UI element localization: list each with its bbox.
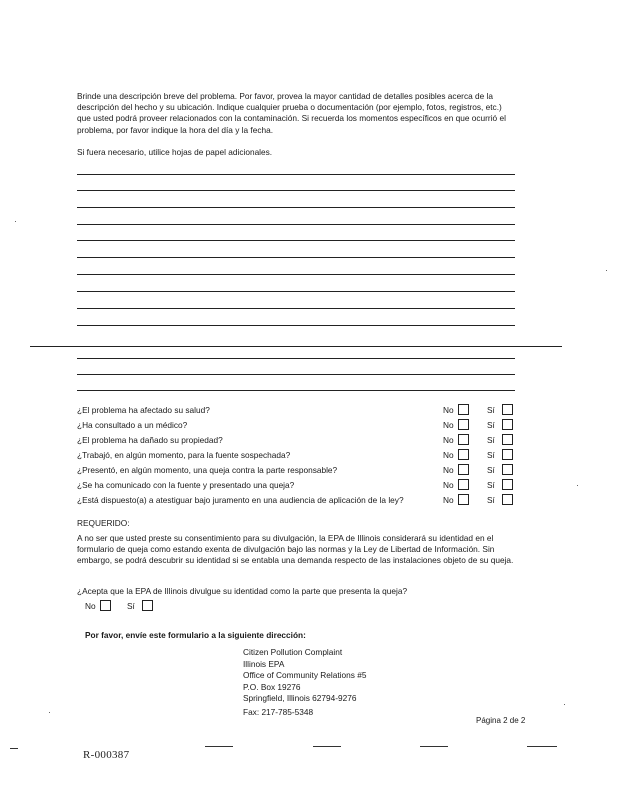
scan-mark xyxy=(10,748,18,749)
answer-line[interactable] xyxy=(77,308,515,309)
answer-line[interactable] xyxy=(77,224,515,225)
question-text: ¿Ha consultado a un médico? xyxy=(77,420,188,430)
yes-label: Sí xyxy=(487,420,495,430)
no-label: No xyxy=(443,450,454,460)
yes-checkbox[interactable] xyxy=(502,434,513,445)
scan-speck xyxy=(606,270,607,271)
scan-mark xyxy=(205,746,233,747)
answer-line[interactable] xyxy=(77,291,515,292)
no-checkbox[interactable] xyxy=(458,464,469,475)
address-line: Citizen Pollution Complaint xyxy=(243,647,343,657)
question-text: ¿Trabajó, en algún momento, para la fuente sospechada? xyxy=(77,450,291,460)
no-label: No xyxy=(443,405,454,415)
mailing-instruction: Por favor, envíe este formulario a la siguiente dirección: xyxy=(85,630,306,640)
yes-label: Sí xyxy=(487,480,495,490)
extra-sheets-note: Si fuera necesario, utilice hojas de papel adicionales. xyxy=(77,147,273,157)
disclosure-question: ¿Acepta que la EPA de Illinois divulgue su identidad como la parte que presenta la queja? xyxy=(77,586,408,596)
disclosure-no-checkbox[interactable] xyxy=(100,600,111,611)
page-number: Página 2 de 2 xyxy=(476,716,526,725)
answer-line[interactable] xyxy=(77,257,515,258)
question-text: ¿El problema ha afectado su salud? xyxy=(77,405,210,415)
no-label: No xyxy=(443,495,454,505)
no-checkbox[interactable] xyxy=(458,494,469,505)
disclosure-yes-checkbox[interactable] xyxy=(142,600,153,611)
answer-line[interactable] xyxy=(77,190,515,191)
description-instructions: Brinde una descripción breve del problema. Por favor, provea la mayor cantidad de detalles posibles acerca de la descripción del hecho y su ubicación. Indique cualquier prueba o documentación (por ejemplo, fotos, registros, etc.) que usted podrá proveer relacionados con la contaminación. Si recuerda los momentos específicos en que ocurrió el problema, por favor indique la hora del día y la fecha. xyxy=(77,91,506,135)
no-label: No xyxy=(443,480,454,490)
yes-label: Sí xyxy=(487,405,495,415)
no-checkbox[interactable] xyxy=(458,404,469,415)
scan-speck xyxy=(15,221,16,222)
question-text: ¿Se ha comunicado con la fuente y presentado una queja? xyxy=(77,480,295,490)
disclosure-no-label: No xyxy=(85,601,96,611)
no-checkbox[interactable] xyxy=(458,434,469,445)
answer-line[interactable] xyxy=(77,325,515,326)
fax-number: Fax: 217-785-5348 xyxy=(243,707,314,717)
question-text: ¿Presentó, en algún momento, una queja contra la parte responsable? xyxy=(77,465,338,475)
no-checkbox[interactable] xyxy=(458,479,469,490)
answer-line[interactable] xyxy=(77,174,515,175)
no-label: No xyxy=(443,465,454,475)
answer-line[interactable] xyxy=(77,207,515,208)
yes-label: Sí xyxy=(487,465,495,475)
address-line: Office of Community Relations #5 xyxy=(243,670,367,680)
no-checkbox[interactable] xyxy=(458,419,469,430)
yes-label: Sí xyxy=(487,495,495,505)
address-line: Illinois EPA xyxy=(243,658,285,669)
yes-label: Sí xyxy=(487,450,495,460)
disclosure-yes-label: Sí xyxy=(127,601,135,611)
yes-checkbox[interactable] xyxy=(502,449,513,460)
yes-checkbox[interactable] xyxy=(502,479,513,490)
answer-line[interactable] xyxy=(77,358,515,359)
required-heading: REQUERIDO: xyxy=(77,518,130,528)
no-checkbox[interactable] xyxy=(458,449,469,460)
yes-checkbox[interactable] xyxy=(502,464,513,475)
document-id-stamp: R-000387 xyxy=(83,749,130,761)
scan-mark xyxy=(420,746,448,747)
answer-line[interactable] xyxy=(77,240,515,241)
scan-speck xyxy=(564,704,565,705)
question-text: ¿Está dispuesto(a) a atestiguar bajo juramento en una audiencia de aplicación de la ley? xyxy=(77,495,404,505)
question-text: ¿El problema ha dañado su propiedad? xyxy=(77,435,223,445)
scan-speck xyxy=(577,485,578,486)
yes-label: Sí xyxy=(487,435,495,445)
address-line: P.O. Box 19276 xyxy=(243,681,301,692)
no-label: No xyxy=(443,435,454,445)
answer-line[interactable] xyxy=(77,374,515,375)
no-label: No xyxy=(443,420,454,430)
scan-mark xyxy=(527,746,557,747)
address-line: Springfield, Illinois 62794-9276 xyxy=(243,693,357,703)
mailing-address xyxy=(243,647,366,705)
required-paragraph: A no ser que usted preste su consentimiento para su divulgación, la EPA de Illinois considerará su identidad en el formulario de queja como estando exenta de divulgación bajo las normas y la Ley de Libertad de Información. Sin embargo, se podrá descubrir su identidad si se entabla una demanda respecto de las instalaciones objeto de su queja. xyxy=(77,533,514,566)
answer-line[interactable] xyxy=(30,346,562,347)
yes-checkbox[interactable] xyxy=(502,419,513,430)
yes-checkbox[interactable] xyxy=(502,404,513,415)
yes-checkbox[interactable] xyxy=(502,494,513,505)
scan-speck xyxy=(49,712,50,713)
scan-mark xyxy=(313,746,341,747)
answer-line[interactable] xyxy=(77,274,515,275)
answer-line[interactable] xyxy=(77,390,515,391)
